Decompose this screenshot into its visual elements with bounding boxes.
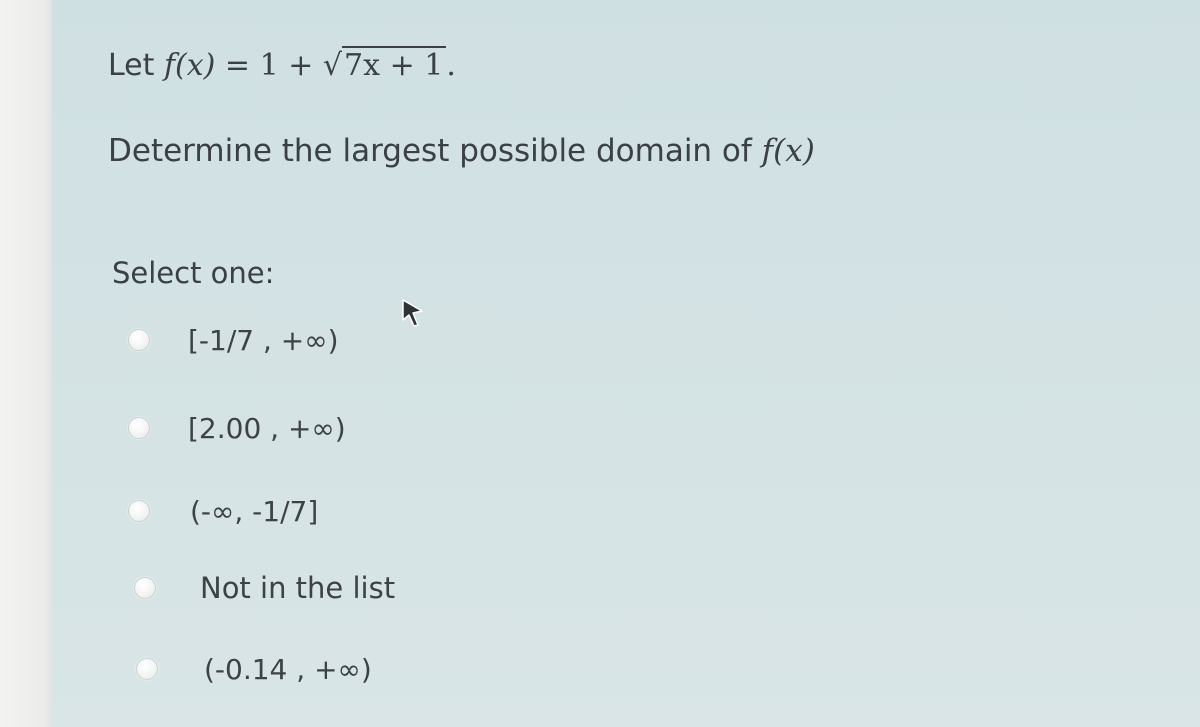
- radio-button[interactable]: [128, 500, 150, 522]
- answer-option-label[interactable]: (-∞, -1/7]: [190, 494, 319, 528]
- answer-option-5[interactable]: [136, 646, 372, 692]
- function-lhs: f(x): [163, 48, 216, 83]
- answer-option-4[interactable]: [134, 565, 395, 611]
- radio-button[interactable]: [128, 417, 150, 439]
- radio-button[interactable]: [128, 329, 150, 351]
- answer-option-2[interactable]: [128, 405, 346, 451]
- answer-option-label[interactable]: [2.00 , +∞): [188, 411, 346, 445]
- select-one-label: Select one:: [112, 256, 275, 290]
- question-definition: [108, 46, 456, 83]
- left-margin: [0, 0, 52, 727]
- radical-sign: √: [322, 48, 343, 83]
- equals-sign: =: [215, 48, 260, 83]
- function-expression: [164, 48, 456, 83]
- answer-option-1[interactable]: [128, 317, 339, 363]
- answer-option-3[interactable]: [128, 488, 318, 534]
- period: .: [446, 48, 456, 83]
- answer-option-label[interactable]: Not in the list: [200, 571, 396, 605]
- question-panel: [52, 0, 1200, 727]
- square-root: [323, 46, 446, 83]
- radio-button[interactable]: [136, 658, 158, 680]
- prompt-function-text: f(x): [761, 133, 815, 169]
- radicand: 7x + 1: [342, 46, 446, 82]
- prompt-text: Determine the largest possible domain of: [108, 133, 762, 169]
- radio-button[interactable]: [134, 577, 156, 599]
- rhs-prefix: 1 +: [259, 48, 323, 83]
- answer-option-label[interactable]: [-1/7 , +∞): [188, 323, 339, 357]
- let-text: Let: [108, 48, 164, 83]
- mouse-pointer-icon: [400, 298, 426, 328]
- prompt-function: [762, 133, 815, 169]
- question-prompt: [108, 133, 815, 169]
- answer-option-label[interactable]: (-0.14 , +∞): [204, 652, 372, 686]
